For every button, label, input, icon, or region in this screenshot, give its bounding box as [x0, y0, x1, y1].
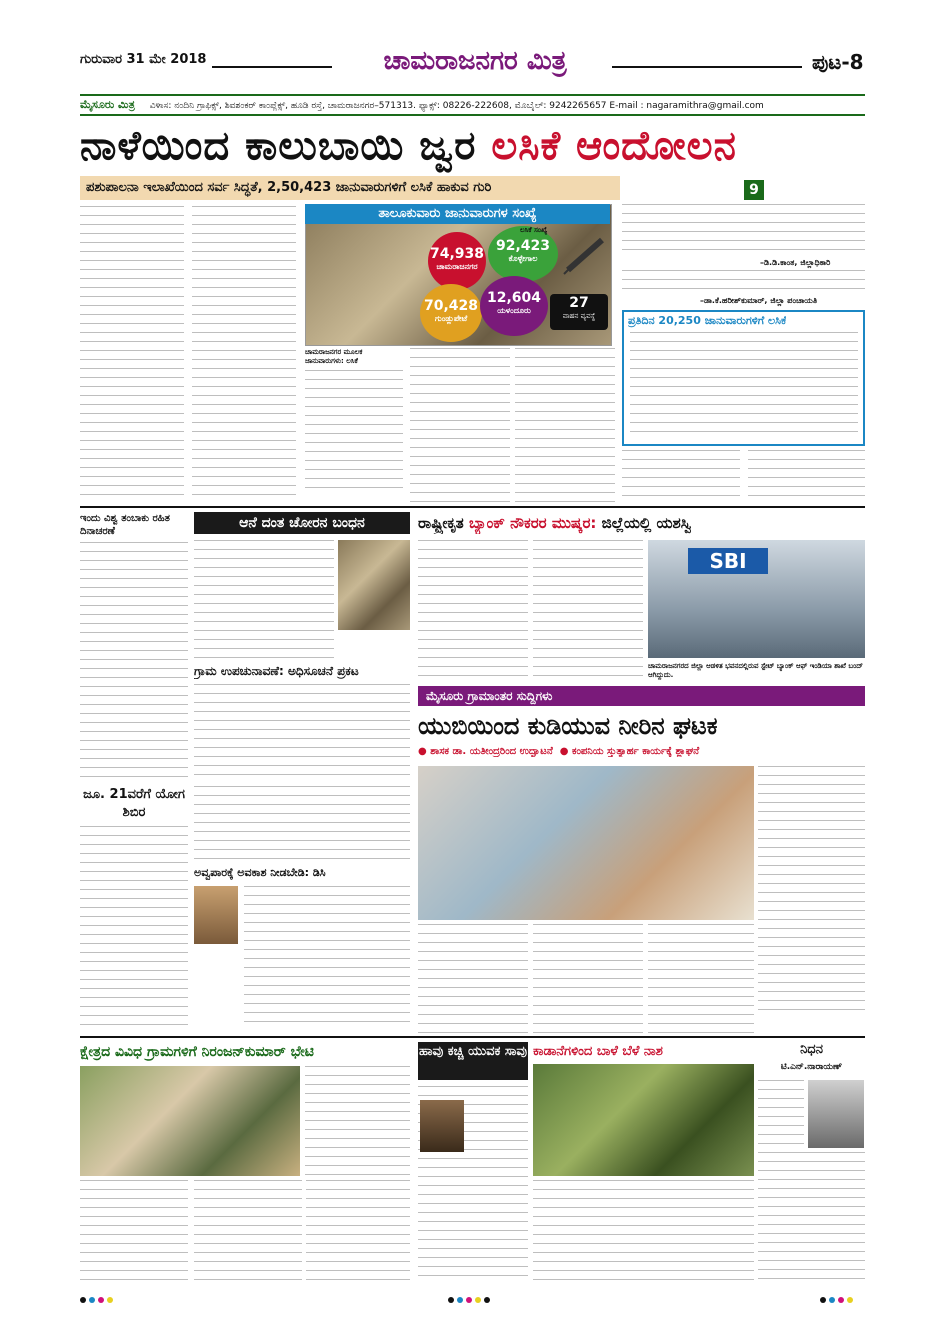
syringe-label: ಲಸಿಕೆ ಸಂಖ್ಯೆ: [520, 226, 548, 234]
infographic-title: ತಾಲೂಕುವಾರು ಜಾನುವಾರುಗಳ ಸಂಖ್ಯೆ: [305, 204, 610, 224]
lead-story-col-4: [515, 348, 615, 502]
tobacco-body: [80, 542, 188, 782]
obituary-body: [758, 1152, 865, 1280]
water-body-1: [418, 924, 528, 1040]
banana-body: [533, 1180, 754, 1280]
election-body: [194, 684, 410, 782]
stat-chamarajanagar: 74,938 ಚಾಮರಾಜನಗರ: [428, 232, 486, 290]
water-plant-headline: ಯುಬಿಯಿಂದ ಕುಡಿಯುವ ನೀರಿನ ಘಟಕ: [418, 711, 718, 740]
bank-photo-caption: ಚಾಮರಾಜನಗರದ ಜಿಲ್ಲಾ ಆಡಳಿತ ಭವನದಲ್ಲಿರುವ ಸ್ಟೇಟ್ ಬ್ಯಾಂಕ್ ಆಫ್ ಇಂಡಿಯಾ ಶಾಖೆ ಬಂದ್ ಆಗಿದ್ದುದು.: [648, 662, 863, 679]
victim-photo: [420, 1100, 464, 1152]
vehicle-icon: 27 ವಾಹನ ವ್ಯವಸ್ಥೆ: [550, 294, 608, 330]
contact-details: ವಿಳಾಸ: ನಂದಿನಿ ಗ್ರಾಫಿಕ್ಸ್, ಶಿವಶಂಕರ್ ಕಾಂಪ್ಲೆಕ್ಸ್, ಹೂಡಿ ರಸ್ತೆ, ಚಾಮರಾಜನಗರ–571313. ಫ್ಯಾಕ್ಸ್: 08226-222608, ಮೊಬೈಲ್: 9242265657 E-mail : nagaramithra@gmail.com: [149, 101, 764, 111]
niranjan-body-3: [306, 1180, 410, 1280]
page-number: ಪುಟ-8: [812, 50, 864, 74]
niranjan-body-side: [305, 1066, 410, 1176]
niranjan-body-2: [194, 1180, 302, 1280]
dc-headline: ಅವ್ವಪಾರಕ್ಕೆ ಅವಕಾಶ ನೀಡಬೇಡಿ: ಡಿಸಿ: [194, 866, 326, 879]
obituary-name: ಟಿ.ಎನ್.ನಾರಾಯಣ್: [780, 1062, 843, 1072]
stat-gundlupet: 70,428 ಗುಂಡ್ಲುಪೇಟೆ: [420, 284, 482, 342]
snake-headline: ಹಾವು ಕಚ್ಚಿ ಯುವಕ ಸಾವು: [418, 1042, 528, 1080]
niranjan-photo: [80, 1066, 300, 1176]
address-bar: [80, 94, 865, 116]
newspaper-title: ಚಾಮರಾಜನಗರ ಮಿತ್ರ: [383, 46, 567, 76]
lead-story-col-1: [80, 206, 184, 502]
bank-photo: [648, 540, 865, 658]
headline-red: ಲಸಿಕೆ ಆಂದೋಲನ: [491, 122, 737, 169]
registration-dots-left: [80, 1288, 116, 1307]
dc-photo: [194, 886, 238, 944]
obituary-headline: ನಿಧನ: [800, 1042, 823, 1057]
lead-story-col-2: [192, 206, 296, 502]
quote-badge: 9: [744, 180, 764, 200]
elephant-headline: ಆನೆ ದಂತ ಚೋರನ ಬಂಧನ: [194, 512, 410, 534]
quote-text-2: [622, 270, 865, 296]
headline-black: ನಾಳೆಯಿಂದ ಕಾಲುಬಾಯಿ ಜ್ವರ: [80, 122, 477, 169]
section-divider-2: [80, 1036, 865, 1038]
niranjan-headline: ಕ್ಷೇತ್ರದ ವಿವಿಧ ಗ್ರಾಮಗಳಿಗೆ ನಿರಂಜನ್‌ಕುಮಾರ್ ಭೇಟಿ: [80, 1044, 314, 1060]
lead-story-col-3: [410, 348, 510, 502]
sbi-sign: SBI: [688, 548, 768, 574]
infographic-caption: ಚಾಮರಾಜನಗರ ಮೂಲಕ ಜಾನುವಾರುಗಳು: ಲಸಿಕೆ: [305, 348, 403, 502]
water-plant-photo: [418, 766, 754, 920]
quote-sign-2: –ಡಾ.ಕೆ.ಹರೀಶ್‌ಕುಮಾರ್, ಜಿಲ್ಲಾ ಪಂಚಾಯತಿ: [700, 296, 818, 305]
water-body-2: [533, 924, 643, 1040]
bank-strike-headline: ರಾಷ್ಟ್ರೀಕೃತ ಬ್ಯಾಂಕ್ ನೌಕರರ ಮುಷ್ಕರ: ಜಿಲ್ಲೆಯಲ್ಲಿ ಯಶಸ್ವಿ: [418, 514, 692, 532]
water-side-body: [758, 766, 865, 1016]
water-plant-subheads: ● ಶಾಸಕ ಡಾ. ಯತೀಂದ್ರರಿಂದ ಉದ್ಘಾಟನೆ ● ಕಂಪನಿಯ ಸ್ತುತ್ಯಾರ್ಹ ಕಾರ್ಯಕ್ಕೆ ಶ್ಲಾಘನೆ: [418, 746, 700, 757]
sister-paper-name: ಮೈಸೂರು ಮಿತ್ರ: [80, 98, 135, 111]
dc-body: [244, 886, 410, 1030]
quote-sign-1: –ಡಿ.ಡಿ.ಕಾಂತ, ಜಿಲ್ಲಾಧಿಕಾರಿ: [760, 258, 831, 267]
obituary-body-side: [758, 1080, 804, 1148]
subheadline: ಪಶುಪಾಲನಾ ಇಲಾಖೆಯಿಂದ ಸರ್ವ ಸಿದ್ಧತೆ, 2,50,423 ಜಾನುವಾರುಗಳಿಗೆ ಲಸಿಕೆ ಹಾಕುವ ಗುರಿ: [80, 176, 620, 200]
masthead-rule-right: [612, 66, 802, 68]
quote-text-1: [622, 204, 865, 254]
yoga-body: [80, 826, 188, 1030]
election-body-2: [194, 786, 410, 860]
banana-headline: ಕಾಡಾನೆಗಳಿಂದ ಬಾಳೆ ಬೆಳೆ ನಾಶ: [533, 1044, 663, 1059]
syringe-icon: [562, 232, 608, 276]
niranjan-body-1: [80, 1180, 188, 1280]
main-headline: [80, 118, 865, 174]
bank-body-1: [418, 540, 528, 680]
water-body-3: [648, 924, 754, 1040]
right-col-b: [748, 450, 865, 502]
highlight-title: ಪ್ರತಿದಿನ 20,250 ಜಾನುವಾರುಗಳಿಗೆ ಲಸಿಕೆ: [628, 314, 787, 327]
accused-photo: [338, 540, 410, 630]
registration-dots-right: [820, 1288, 856, 1307]
right-col-a: [622, 450, 740, 502]
obituary-photo: [808, 1080, 864, 1148]
yoga-headline: ಜೂ. 21ವರೆಗೆ ಯೋಗ ಶಿಬಿರ: [83, 787, 185, 820]
banana-photo: [533, 1064, 754, 1176]
section-divider-1: [80, 506, 865, 508]
tobacco-headline: ಇಂದು ವಿಶ್ವ ತಂಬಾಕು ರಹಿತ ದಿನಾಚರಣೆ: [80, 513, 170, 537]
registration-dots-center: [448, 1288, 493, 1307]
highlight-body: [630, 332, 858, 440]
stat-yelandur: 12,604 ಯಳಂದೂರು: [480, 276, 548, 336]
stat-kollegal: 92,423 ಕೊಳ್ಳೇಗಾಲ: [488, 226, 558, 282]
election-headline: ಗ್ರಾಮ ಉಪಚುನಾವಣೆ: ಅಧಿಸೂಚನೆ ಪ್ರಕಟ: [194, 664, 359, 678]
bank-body-2: [533, 540, 643, 680]
issue-date: ಗುರುವಾರ 31 ಮೇ 2018: [80, 52, 207, 67]
masthead-rule-left: [212, 66, 332, 68]
elephant-body: [194, 540, 334, 660]
mysore-section-band: ಮೈಸೂರು ಗ್ರಾಮಾಂತರ ಸುದ್ದಿಗಳು: [418, 686, 865, 706]
